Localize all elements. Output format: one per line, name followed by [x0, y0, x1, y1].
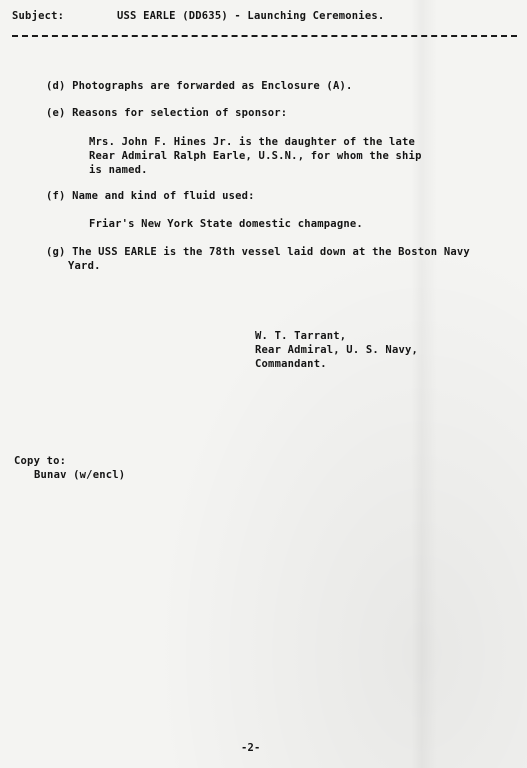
- item-e-line2: Rear Admiral Ralph Earle, U.S.N., for whom the ship: [89, 150, 422, 162]
- copy-to-recipient: Bunav (w/encl): [34, 469, 126, 481]
- signature-name: W. T. Tarrant,: [255, 330, 347, 342]
- copy-to-label: Copy to:: [14, 455, 67, 467]
- header-divider: [12, 35, 517, 37]
- signature-rank: Rear Admiral, U. S. Navy,: [255, 344, 419, 356]
- signature-title: Commandant.: [255, 358, 327, 370]
- item-g-line2: Yard.: [68, 260, 101, 272]
- item-e-line1: Mrs. John F. Hines Jr. is the daughter of the late: [89, 136, 416, 148]
- item-e-heading: (e) Reasons for selection of sponsor:: [46, 107, 288, 119]
- item-f-text: Friar's New York State domestic champagne.: [89, 218, 363, 230]
- page-number: -2-: [241, 742, 261, 754]
- item-f-heading: (f) Name and kind of fluid used:: [46, 190, 255, 202]
- item-d: (d) Photographs are forwarded as Enclosure (A).: [46, 80, 353, 92]
- item-e-line3: is named.: [89, 164, 148, 176]
- subject-label: Subject:: [12, 10, 65, 22]
- subject-text: USS EARLE (DD635) - Launching Ceremonies.: [117, 10, 385, 22]
- item-g-line1: (g) The USS EARLE is the 78th vessel laid down at the Boston Navy: [46, 246, 470, 258]
